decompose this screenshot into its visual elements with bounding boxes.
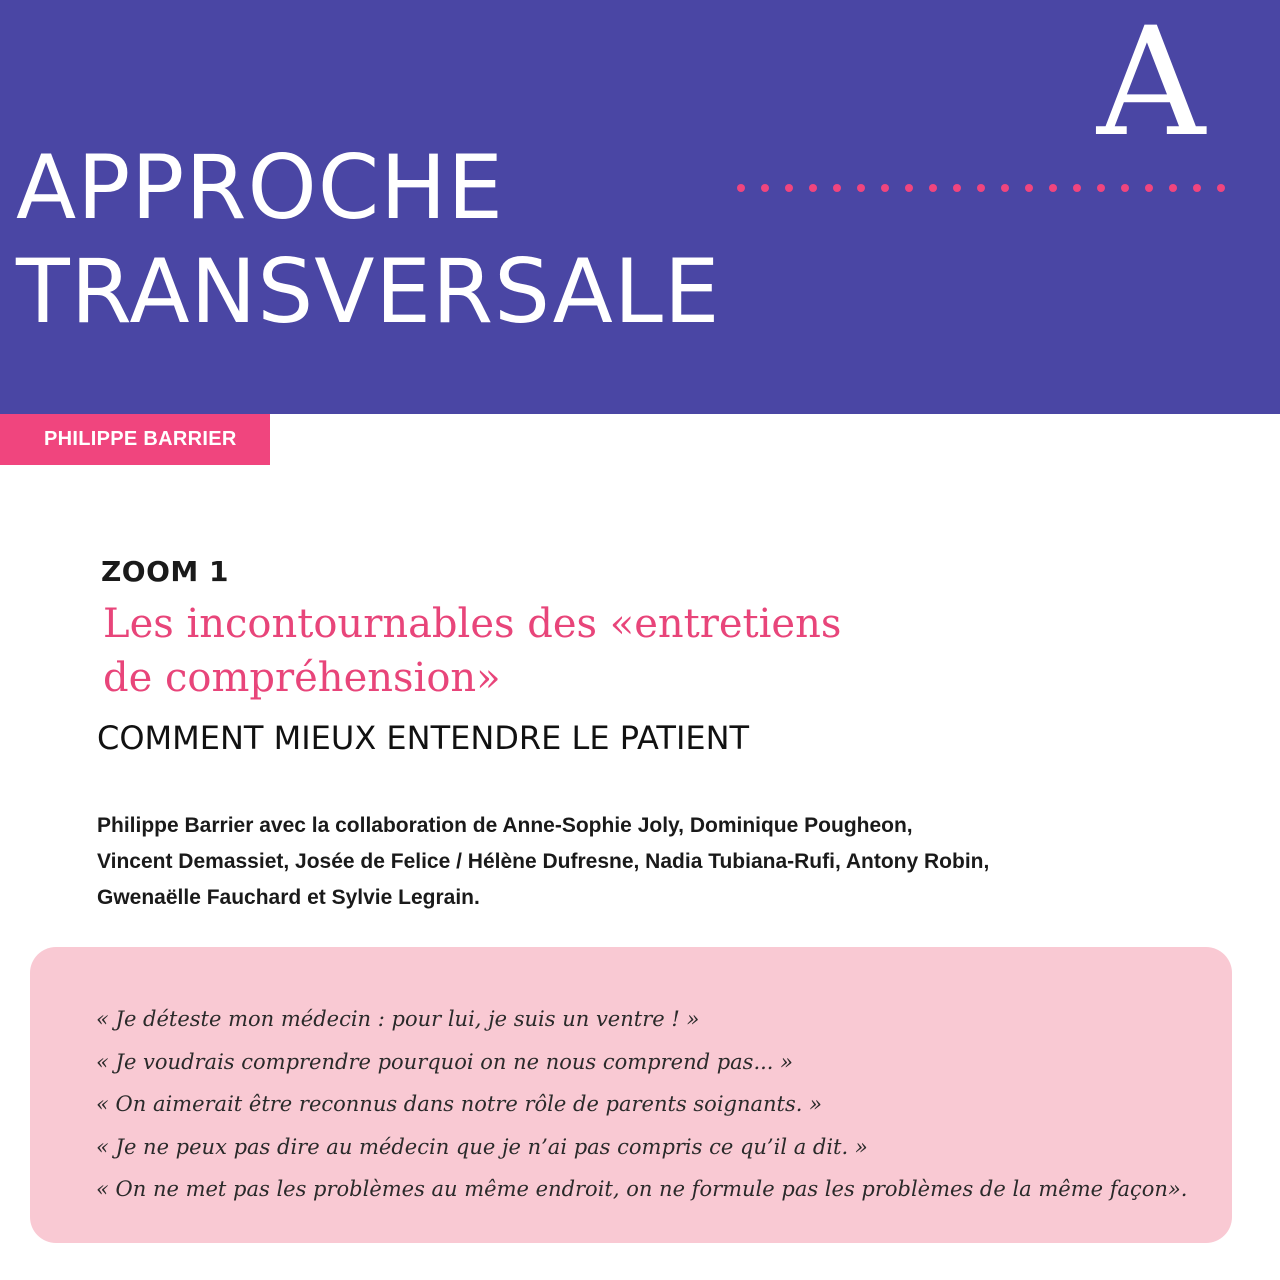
divider-dot	[1097, 184, 1105, 192]
section-title-line-2: TRANSVERSALE	[16, 240, 721, 343]
quote-item: « On aimerait être reconnus dans notre rôle de parents soignants. »	[96, 1092, 822, 1116]
divider-dot	[1001, 184, 1009, 192]
article-subtitle: COMMENT MIEUX ENTENDRE LE PATIENT	[97, 719, 750, 757]
divider-dot	[977, 184, 985, 192]
divider-dot	[1169, 184, 1177, 192]
credits-line-3: Gwenaëlle Fauchard et Sylvie Legrain.	[97, 886, 480, 909]
divider-dot	[1073, 184, 1081, 192]
credits-line-1: Philippe Barrier avec la collaboration de Anne-Sophie Joly, Dominique Pougheon,	[97, 814, 913, 837]
credits	[97, 808, 1197, 916]
divider-dot	[953, 184, 961, 192]
divider-dot	[833, 184, 841, 192]
section-title	[16, 136, 720, 344]
credits-line-2: Vincent Demassiet, Josée de Felice / Hélène Dufresne, Nadia Tubiana-Rufi, Antony Robin,	[97, 850, 990, 873]
divider-dot	[785, 184, 793, 192]
quote-item: « Je voudrais comprendre pourquoi on ne nous comprend pas... »	[96, 1049, 794, 1074]
divider-dot	[737, 184, 745, 192]
divider-dot	[1121, 184, 1129, 192]
divider-dot	[905, 184, 913, 192]
divider-dot	[1025, 184, 1033, 192]
divider-dot	[857, 184, 865, 192]
article-title	[103, 597, 1103, 705]
section-title-line-1: APPROCHE	[16, 136, 504, 239]
divider-dot	[1217, 184, 1225, 192]
divider-dot	[1193, 184, 1201, 192]
article-title-line-2: de compréhension»	[103, 655, 501, 701]
article-title-line-1: Les incontournables des «entretiens	[103, 601, 842, 647]
header-band	[0, 0, 1280, 414]
divider-dot	[809, 184, 817, 192]
divider-dot	[1145, 184, 1153, 192]
divider-dot	[929, 184, 937, 192]
quote-item: « Je ne peux pas dire au médecin que je n’ai pas compris ce qu’il a dit. »	[96, 1134, 868, 1159]
author-tag: PHILIPPE BARRIER	[0, 414, 270, 465]
quote-list	[96, 998, 1187, 1211]
divider-dot	[1049, 184, 1057, 192]
quote-item: « Je déteste mon médecin : pour lui, je suis un ventre ! »	[96, 1007, 700, 1031]
logo-letter-a: A	[1096, 0, 1206, 170]
divider-dot	[761, 184, 769, 192]
zoom-label: ZOOM 1	[101, 555, 230, 588]
dotted-divider	[736, 182, 1226, 194]
quote-item: « On ne met pas les problèmes au même endroit, on ne formule pas les problèmes de la même façon».	[96, 1177, 1188, 1201]
divider-dot	[881, 184, 889, 192]
